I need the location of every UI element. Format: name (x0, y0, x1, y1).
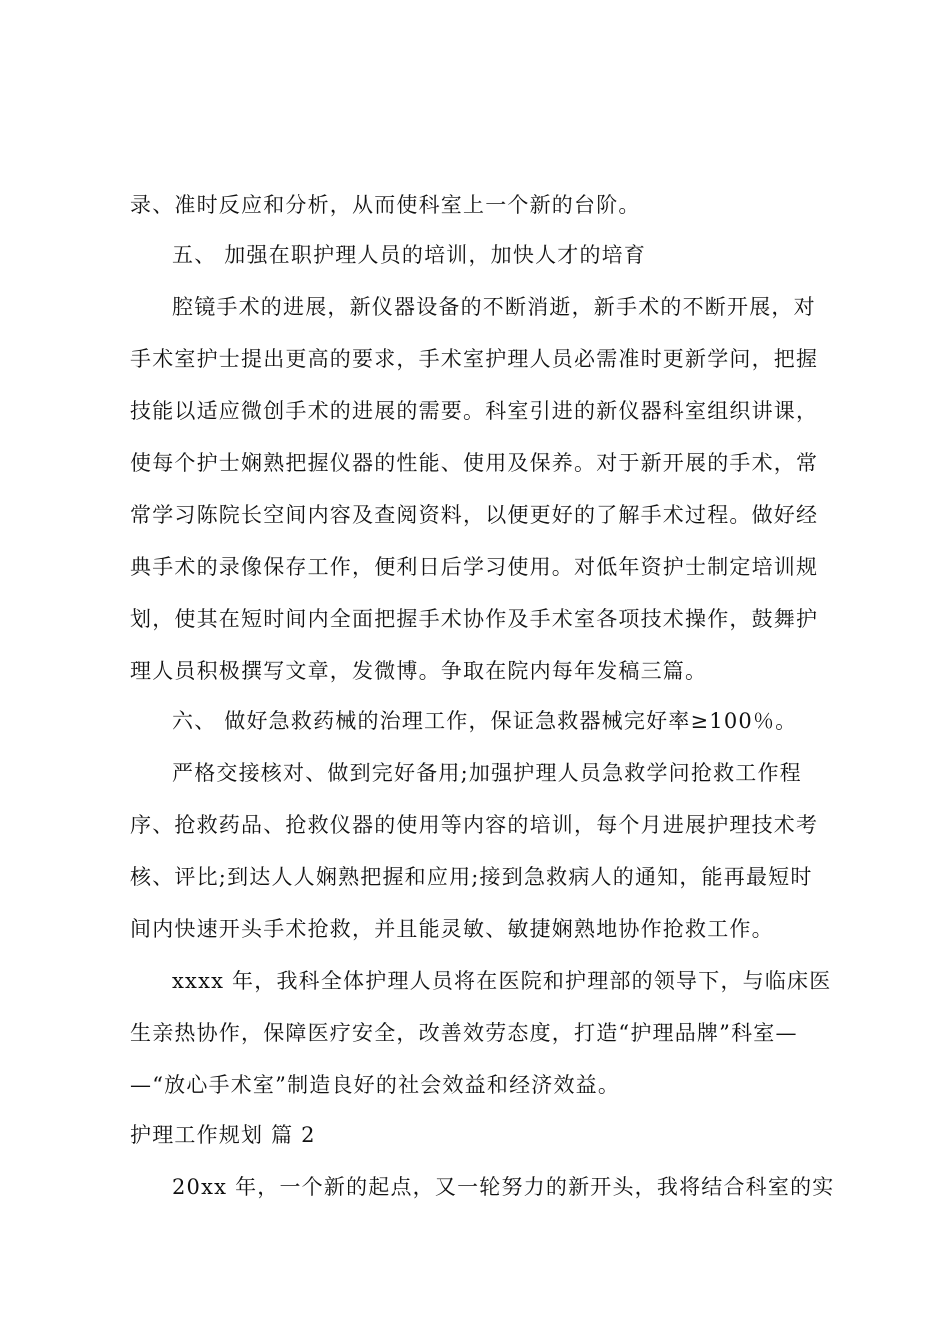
paragraph-line: 生亲热协作，保障医疗安全，改善效劳态度，打造“护理品牌”科室— (130, 1021, 798, 1045)
paragraph-line: 划，使其在短时间内全面把握手术协作及手术室各项技术操作，鼓舞护 (130, 607, 819, 631)
section-heading-5: 五、 加强在职护理人员的培训，加快人才的培育 (172, 243, 647, 267)
paragraph-line: 使每个护士娴熟把握仪器的性能、使用及保养。对于新开展的手术，常 (130, 451, 819, 475)
section-heading-6: 六、 做好急救药械的治理工作，保证急救器械完好率≥100％。 (172, 709, 798, 733)
paragraph-line: —“放心手术室”制造良好的社会效益和经济效益。 (130, 1073, 621, 1097)
paragraph-line: xxxx 年，我科全体护理人员将在医院和护理部的领导下，与临床医 (172, 969, 832, 993)
paragraph-line: 20xx 年，一个新的起点，又一轮努力的新开头，我将结合科室的实 (172, 1175, 835, 1199)
paragraph-line: 序、抢救药品、抢救仪器的使用等内容的培训，每个月进展护理技术考 (130, 813, 819, 837)
paragraph-line: 间内快速开头手术抢救，并且能灵敏、敏捷娴熟地协作抢救工作。 (130, 917, 774, 941)
paragraph-line: 技能以适应微创手术的进展的需要。科室引进的新仪器科室组织讲课， (130, 399, 819, 423)
text-line: 录、准时反应和分析，从而使科室上一个新的台阶。 (130, 193, 641, 217)
paragraph-line: 腔镜手术的进展，新仪器设备的不断消逝，新手术的不断开展，对 (172, 295, 816, 319)
paragraph-line: 常学习陈院长空间内容及查阅资料，以便更好的了解手术过程。做好经 (130, 503, 819, 527)
paragraph-line: 核、评比;到达人人娴熟把握和应用;接到急救病人的通知，能再最短时 (130, 865, 813, 889)
section-title: 护理工作规划 篇 2 (130, 1123, 316, 1147)
paragraph-line: 理人员积极撰写文章，发微博。争取在院内每年发稿三篇。 (130, 659, 708, 683)
paragraph-line: 严格交接核对、做到完好备用;加强护理人员急救学问抢救工作程 (172, 761, 802, 785)
paragraph-line: 手术室护士提出更高的要求，手术室护理人员必需准时更新学问，把握 (130, 347, 819, 371)
paragraph-line: 典手术的录像保存工作，便利日后学习使用。对低年资护士制定培训规 (130, 555, 819, 579)
